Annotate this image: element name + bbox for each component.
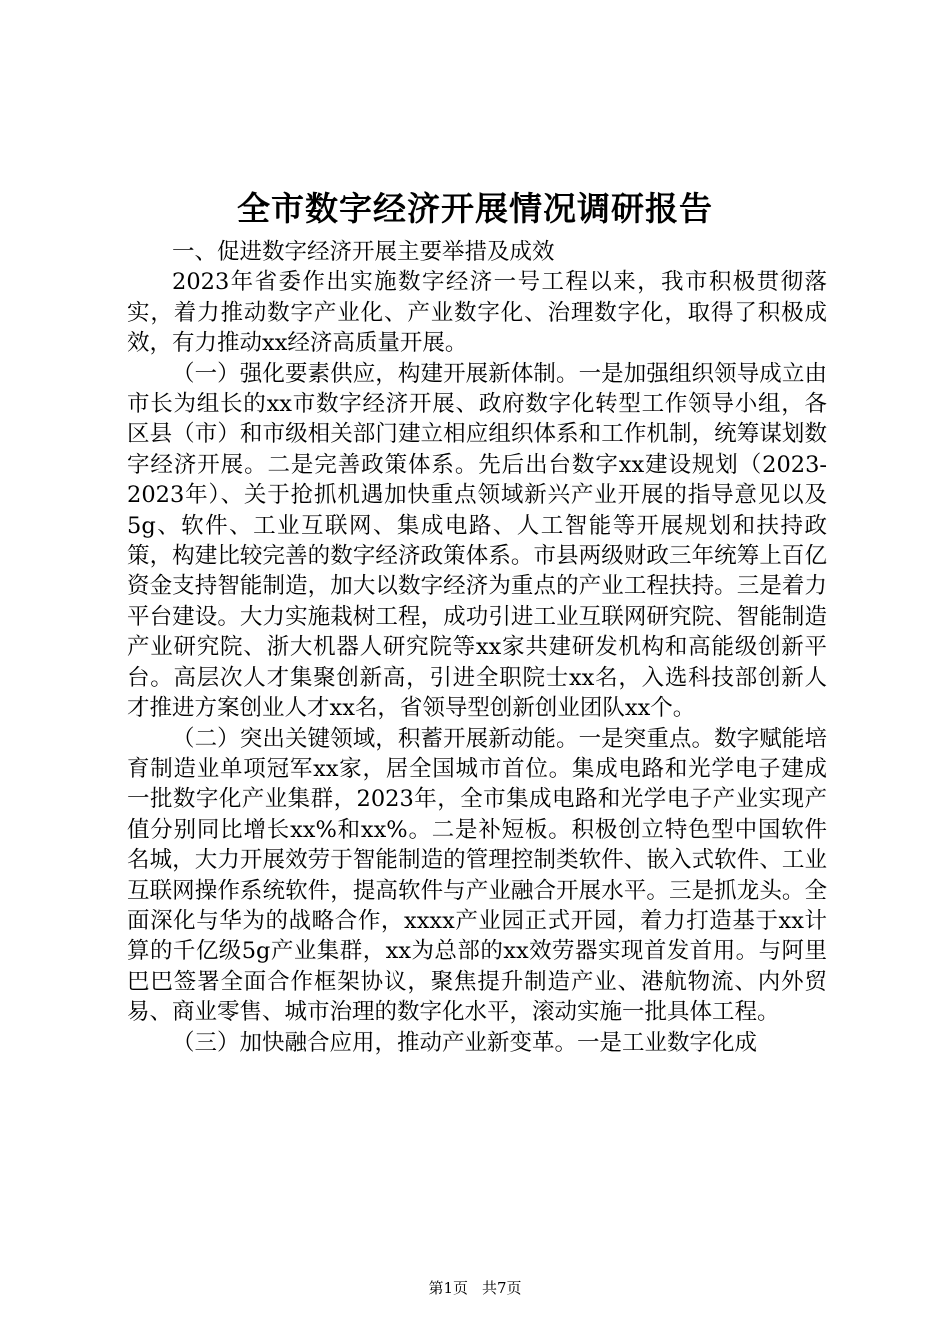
paragraph-section-3: （三）加快融合应用，推动产业新变革。一是工业数字化成 [172,1029,758,1056]
page-footer [0,1278,950,1298]
page-total: 共7页 [482,1279,522,1297]
document-body [127,237,827,1058]
paragraph-intro: 2023年省委作出实施数字经济一号工程以来，我市积极贯彻落实，着力推动数字产业化、产业数字化、治理数字化，取得了积极成效，有力推动xx经济高质量开展。 [127,269,827,357]
paragraph-section-1: （一）强化要素供应，构建开展新体制。一是加强组织领导成立由市长为组长的xx市数字经济开展、政府数字化转型工作领导小组，各区县（市）和市级相关部门建立相应组织体系和工作机制，统筹谋划数字经济开展。二是完善政策体系。先后出台数字xx建设规划（2023-2023年）、关于抢抓机遇加快重点领域新兴产业开展的指导意见以及5g、软件、工业互联网、集成电路、人工智能等开展规划和扶持政策，构建比较完善的数字经济政策体系。市县两级财政三年统筹上百亿资金支持智能制造，加大以数字经济为重点的产业工程扶持。三是着力平台建设。大力实施栽树工程，成功引进工业互联网研究院、智能制造产业研究院、浙大机器人研究院等xx家共建研发机构和高能级创新平台。高层次人才集聚创新高，引进全职院士xx名，入选科技部创新人才推进方案创业人才xx名，省领导型创新创业团队xx个。 [127,360,827,722]
section-heading: 一、促进数字经济开展主要举措及成效 [172,239,555,265]
page-number: 第1页 [428,1279,468,1297]
paragraph-section-2: （二）突出关键领域，积蓄开展新动能。一是突重点。数字赋能培育制造业单项冠军xx家，居全国城市首位。集成电路和光学电子建成一批数字化产业集群，2023年，全市集成电路和光学电子产业实现产值分别同比增长xx%和xx%。二是补短板。积极创立特色型中国软件名城，大力开展效劳于智能制造的管理控制类软件、嵌入式软件、工业互联网操作系统软件，提高软件与产业融合开展水平。三是抓龙头。全面深化与华为的战略合作，xxxx产业园正式开园，着力打造基于xx计算的千亿级5g产业集群，xx为总部的xx效劳器实现首发首用。与阿里巴巴签署全面合作框架协议，聚焦提升制造产业、港航物流、内外贸易、商业零售、城市治理的数字化水平，滚动实施一批具体工程。 [127,725,827,1026]
document-title: 全市数字经济开展情况调研报告 [237,189,713,228]
